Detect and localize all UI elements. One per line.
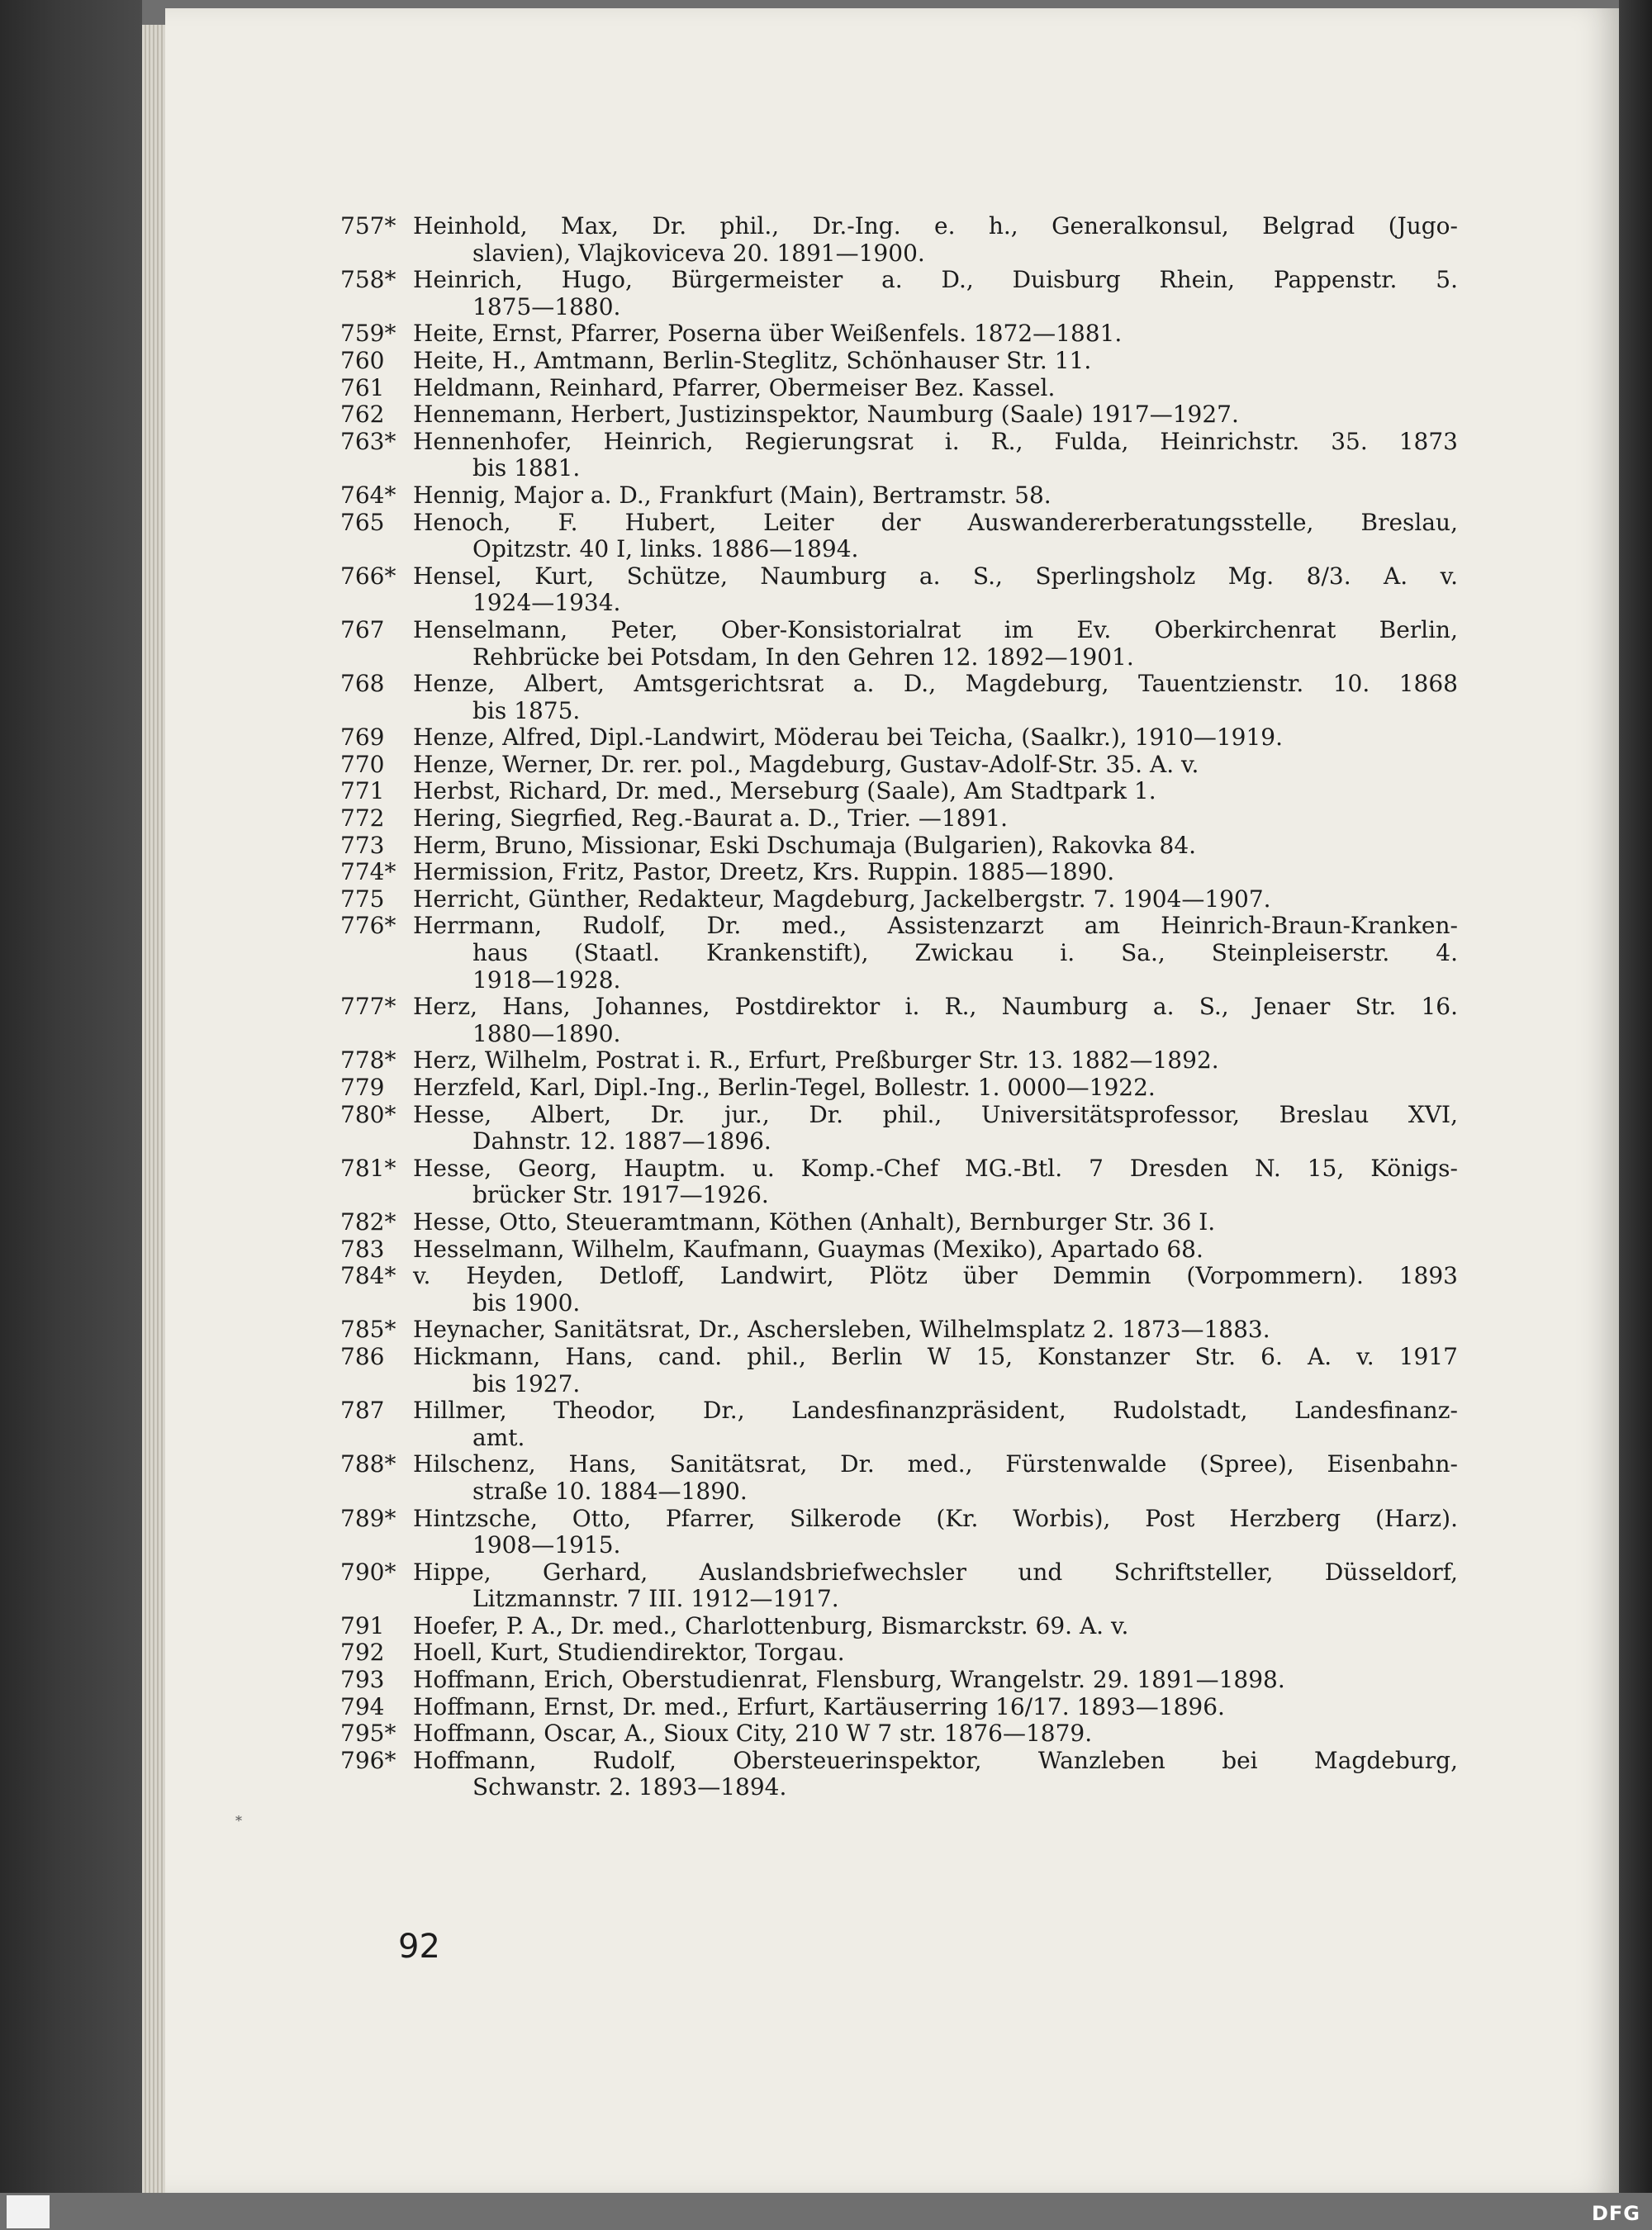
entry-text: Hesse, Albert, Dr. jur., Dr. phil., Universitätsprofessor, Breslau XVI, bbox=[413, 1100, 1458, 1128]
register-entry bbox=[340, 912, 1458, 994]
register-entry bbox=[340, 1262, 1458, 1317]
register-entry bbox=[340, 1100, 1458, 1155]
register-entries bbox=[340, 212, 1458, 1801]
register-entry bbox=[340, 1558, 1458, 1613]
register-entry bbox=[340, 562, 1458, 617]
entry-first-line bbox=[340, 1074, 1458, 1102]
entry-continuation-line: Opitzstr. 40 I, links. 1886—1894. bbox=[472, 535, 859, 563]
entry-first-line bbox=[340, 912, 1458, 940]
entry-first-line bbox=[340, 1558, 1458, 1587]
entry-text: Hoffmann, Rudolf, Obersteuerinspektor, Wanzleben bei Magdeburg, bbox=[413, 1746, 1458, 1774]
entry-number: 775 bbox=[340, 885, 385, 913]
entry-first-line bbox=[340, 724, 1458, 752]
entry-continuation-line: bis 1881. bbox=[472, 454, 581, 482]
library-logo bbox=[7, 2195, 50, 2228]
entry-text: Herzfeld, Karl, Dipl.-Ing., Berlin-Tegel, Bollestr. 1. 0000—1922. bbox=[413, 1074, 1156, 1101]
entry-first-line bbox=[340, 1100, 1458, 1129]
entry-continuation-line: 1880—1890. bbox=[472, 1019, 621, 1047]
entry-first-line bbox=[340, 508, 1458, 537]
entry-first-line bbox=[340, 1316, 1458, 1344]
register-entry bbox=[340, 724, 1458, 752]
entry-text: Heinrich, Hugo, Bürgermeister a. D., Duisburg Rhein, Pappenstr. 5. bbox=[413, 266, 1458, 294]
entry-number: 777* bbox=[340, 993, 396, 1021]
entry-first-line bbox=[340, 777, 1458, 805]
entry-text: Hintzsche, Otto, Pfarrer, Silkerode (Kr. Worbis), Post Herzberg (Harz). bbox=[413, 1504, 1458, 1532]
page-number: 92 bbox=[398, 1928, 440, 1966]
entry-first-line bbox=[340, 320, 1458, 348]
entry-number: 792 bbox=[340, 1639, 385, 1667]
register-entry bbox=[340, 1235, 1458, 1264]
entry-text: Herz, Hans, Johannes, Postdirektor i. R., Naumburg a. S., Jenaer Str. 16. bbox=[413, 993, 1458, 1021]
register-entry bbox=[340, 266, 1458, 320]
entry-first-line bbox=[340, 1235, 1458, 1264]
entry-first-line bbox=[340, 1262, 1458, 1290]
register-entry bbox=[340, 1208, 1458, 1236]
entry-continuation-line: brücker Str. 1917—1926. bbox=[472, 1181, 769, 1209]
entry-first-line bbox=[340, 1720, 1458, 1748]
entry-number: 772 bbox=[340, 804, 385, 833]
entry-first-line bbox=[340, 804, 1458, 833]
entry-text: Hickmann, Hans, cand. phil., Berlin W 15, Konstanzer Str. 6. A. v. 1917 bbox=[413, 1342, 1458, 1370]
entry-first-line bbox=[340, 1046, 1458, 1075]
entry-text: Hensel, Kurt, Schütze, Naumburg a. S., Sperlingsholz Mg. 8/3. A. v. bbox=[413, 562, 1458, 590]
entry-number: 770 bbox=[340, 750, 385, 778]
entry-first-line bbox=[340, 427, 1458, 456]
entry-first-line bbox=[340, 562, 1458, 591]
entry-number: 757* bbox=[340, 212, 396, 240]
entry-text: Henze, Alfred, Dipl.-Landwirt, Möderau bei Teicha, (Saalkr.), 1910—1919. bbox=[413, 724, 1283, 752]
entry-first-line bbox=[340, 346, 1458, 375]
entry-number: 761 bbox=[340, 373, 385, 401]
register-entry bbox=[340, 1316, 1458, 1344]
entry-continuation-line: straße 10. 1884—1890. bbox=[472, 1477, 748, 1505]
entry-first-line bbox=[340, 1208, 1458, 1236]
register-entry bbox=[340, 212, 1458, 267]
entry-number: 788* bbox=[340, 1450, 396, 1478]
entry-number: 785* bbox=[340, 1316, 396, 1344]
entry-number: 758* bbox=[340, 266, 396, 294]
entry-continuation-line: Dahnstr. 12. 1887—1896. bbox=[472, 1127, 771, 1155]
register-entry bbox=[340, 831, 1458, 860]
entry-number: 764* bbox=[340, 481, 396, 509]
entry-number: 765 bbox=[340, 508, 385, 536]
entry-number: 759* bbox=[340, 320, 396, 348]
entry-continuation-line: slavien), Vlajkoviceva 20. 1891—1900. bbox=[472, 239, 925, 267]
entry-text: Hoffmann, Ernst, Dr. med., Erfurt, Kartäuserring 16/17. 1893—1896. bbox=[413, 1692, 1225, 1720]
register-entry bbox=[340, 1046, 1458, 1075]
entry-first-line bbox=[340, 373, 1458, 402]
entry-text: Hennenhofer, Heinrich, Regierungsrat i. R., Fulda, Heinrichstr. 35. 1873 bbox=[413, 427, 1458, 455]
register-entry bbox=[340, 1666, 1458, 1694]
entry-text: Herricht, Günther, Redakteur, Magdeburg, Jackelbergstr. 7. 1904—1907. bbox=[413, 885, 1271, 913]
entry-number: 795* bbox=[340, 1720, 396, 1748]
entry-number: 767 bbox=[340, 615, 385, 643]
entry-first-line bbox=[340, 993, 1458, 1021]
entry-number: 763* bbox=[340, 427, 396, 455]
register-entry bbox=[340, 804, 1458, 833]
entry-text: Heinhold, Max, Dr. phil., Dr.-Ing. e. h., Generalkonsul, Belgrad (Jugo- bbox=[413, 212, 1458, 240]
entry-text: v. Heyden, Detloff, Landwirt, Plötz über Demmin (Vorpommern). 1893 bbox=[413, 1262, 1458, 1290]
entry-continuation-line: amt. bbox=[472, 1423, 525, 1451]
entry-continuation-line: bis 1927. bbox=[472, 1369, 581, 1397]
entry-number: 778* bbox=[340, 1046, 396, 1075]
entry-number: 790* bbox=[340, 1558, 396, 1586]
entry-text: Henze, Werner, Dr. rer. pol., Magdeburg, Gustav-Adolf-Str. 35. A. v. bbox=[413, 750, 1199, 778]
register-entry bbox=[340, 993, 1458, 1047]
register-entry bbox=[340, 670, 1458, 724]
register-entry bbox=[340, 1450, 1458, 1505]
entry-number: 786 bbox=[340, 1342, 385, 1370]
register-entry bbox=[340, 427, 1458, 482]
entry-number: 762 bbox=[340, 401, 385, 429]
entry-continuation-line: 1908—1915. bbox=[472, 1531, 621, 1559]
register-entry bbox=[340, 481, 1458, 510]
entry-text: Hennig, Major a. D., Frankfurt (Main), Bertramstr. 58. bbox=[413, 481, 1051, 509]
entry-first-line bbox=[340, 858, 1458, 886]
register-entry bbox=[340, 346, 1458, 375]
entry-text: Herrmann, Rudolf, Dr. med., Assistenzarzt am Heinrich-Braun-Kranken- bbox=[413, 912, 1458, 940]
entry-text: Hesse, Otto, Steueramtmann, Köthen (Anhalt), Bernburger Str. 36 I. bbox=[413, 1208, 1216, 1236]
register-entry bbox=[340, 1692, 1458, 1721]
entry-first-line bbox=[340, 1154, 1458, 1183]
entry-text: Herz, Wilhelm, Postrat i. R., Erfurt, Preßburger Str. 13. 1882—1892. bbox=[413, 1046, 1219, 1075]
entry-continuation-line: Schwanstr. 2. 1893—1894. bbox=[472, 1773, 787, 1801]
entry-continuation-line: 1918—1928. bbox=[472, 966, 621, 994]
entry-first-line bbox=[340, 885, 1458, 913]
entry-first-line bbox=[340, 1666, 1458, 1694]
entry-first-line bbox=[340, 1342, 1458, 1371]
register-entry bbox=[340, 1611, 1458, 1640]
register-entry bbox=[340, 777, 1458, 805]
register-entry bbox=[340, 885, 1458, 913]
entry-text: Hoffmann, Oscar, A., Sioux City, 210 W 7 str. 1876—1879. bbox=[413, 1720, 1093, 1748]
entry-number: 774* bbox=[340, 858, 396, 886]
entry-text: Hennemann, Herbert, Justizinspektor, Naumburg (Saale) 1917—1927. bbox=[413, 401, 1239, 429]
entry-first-line bbox=[340, 266, 1458, 294]
entry-text: Hering, Siegrfied, Reg.-Baurat a. D., Trier. —1891. bbox=[413, 804, 1009, 833]
entry-text: Henselmann, Peter, Ober-Konsistorialrat im Ev. Oberkirchenrat Berlin, bbox=[413, 615, 1458, 643]
entry-text: Herm, Bruno, Missionar, Eski Dschumaja (Bulgarien), Rakovka 84. bbox=[413, 831, 1197, 859]
entry-number: 783 bbox=[340, 1235, 385, 1263]
dfg-logo: DFG bbox=[1591, 2202, 1640, 2225]
entry-continuation-line: haus (Staatl. Krankenstift), Zwickau i. Sa., Steinpleiserstr. 4. bbox=[472, 939, 1458, 967]
register-entry bbox=[340, 750, 1458, 779]
register-entry bbox=[340, 1746, 1458, 1801]
entry-number: 779 bbox=[340, 1074, 385, 1101]
entry-text: Hesselmann, Wilhelm, Kaufmann, Guaymas (Mexiko), Apartado 68. bbox=[413, 1235, 1203, 1263]
entry-text: Henoch, F. Hubert, Leiter der Auswandererberatungsstelle, Breslau, bbox=[413, 508, 1458, 536]
entry-continuation-line: Litzmannstr. 7 III. 1912—1917. bbox=[472, 1585, 839, 1613]
entry-first-line bbox=[340, 1504, 1458, 1533]
entry-text: Hilschenz, Hans, Sanitätsrat, Dr. med., Fürstenwalde (Spree), Eisenbahn- bbox=[413, 1450, 1458, 1478]
register-entry bbox=[340, 858, 1458, 886]
entry-text: Heynacher, Sanitätsrat, Dr., Aschersleben, Wilhelmsplatz 2. 1873—1883. bbox=[413, 1316, 1270, 1344]
entry-number: 794 bbox=[340, 1692, 385, 1720]
entry-first-line bbox=[340, 831, 1458, 860]
entry-number: 769 bbox=[340, 724, 385, 752]
entry-number: 782* bbox=[340, 1208, 396, 1236]
entry-number: 776* bbox=[340, 912, 396, 940]
entry-text: Hoefer, P. A., Dr. med., Charlottenburg, Bismarckstr. 69. A. v. bbox=[413, 1611, 1129, 1639]
entry-number: 784* bbox=[340, 1262, 396, 1290]
entry-text: Hippe, Gerhard, Auslandsbriefwechsler und Schriftsteller, Düsseldorf, bbox=[413, 1558, 1458, 1586]
entry-number: 793 bbox=[340, 1666, 385, 1694]
register-entry bbox=[340, 401, 1458, 429]
entry-number: 781* bbox=[340, 1154, 396, 1182]
entry-first-line bbox=[340, 481, 1458, 510]
register-entry bbox=[340, 1504, 1458, 1559]
entry-number: 789* bbox=[340, 1504, 396, 1532]
entry-continuation-line: Rehbrücke bei Potsdam, In den Gehren 12. 1892—1901. bbox=[472, 643, 1134, 671]
entry-number: 771 bbox=[340, 777, 385, 805]
entry-first-line bbox=[340, 750, 1458, 779]
entry-continuation-line: 1924—1934. bbox=[472, 589, 621, 617]
entry-first-line bbox=[340, 1692, 1458, 1721]
entry-number: 787 bbox=[340, 1397, 385, 1425]
register-entry bbox=[340, 320, 1458, 348]
entry-text: Hoell, Kurt, Studiendirektor, Torgau. bbox=[413, 1639, 845, 1667]
entry-text: Hillmer, Theodor, Dr., Landesfinanzpräsident, Rudolstadt, Landesfinanz- bbox=[413, 1397, 1458, 1425]
entry-first-line bbox=[340, 1450, 1458, 1478]
page-edges bbox=[142, 25, 167, 2193]
register-entry bbox=[340, 1154, 1458, 1209]
entry-first-line bbox=[340, 401, 1458, 429]
register-entry bbox=[340, 1720, 1458, 1748]
entry-number: 766* bbox=[340, 562, 396, 590]
entry-text: Henze, Albert, Amtsgerichtsrat a. D., Magdeburg, Tauentzienstr. 10. 1868 bbox=[413, 670, 1458, 698]
entry-text: Hoffmann, Erich, Oberstudienrat, Flensburg, Wrangelstr. 29. 1891—1898. bbox=[413, 1666, 1285, 1694]
entry-first-line bbox=[340, 1746, 1458, 1775]
entry-number: 780* bbox=[340, 1100, 396, 1128]
entry-number: 773 bbox=[340, 831, 385, 859]
entry-first-line bbox=[340, 212, 1458, 240]
entry-text: Heite, Ernst, Pfarrer, Poserna über Weißenfels. 1872—1881. bbox=[413, 320, 1123, 348]
entry-continuation-line: bis 1900. bbox=[472, 1288, 581, 1317]
right-page-edge bbox=[1619, 0, 1652, 2193]
entry-first-line bbox=[340, 1639, 1458, 1667]
entry-first-line bbox=[340, 670, 1458, 698]
entry-number: 796* bbox=[340, 1746, 396, 1774]
register-entry bbox=[340, 1639, 1458, 1667]
entry-first-line bbox=[340, 615, 1458, 644]
register-entry bbox=[340, 508, 1458, 563]
entry-first-line bbox=[340, 1611, 1458, 1640]
entry-continuation-line: bis 1875. bbox=[472, 696, 581, 724]
entry-continuation-line: 1875—1880. bbox=[472, 292, 621, 320]
register-entry bbox=[340, 1397, 1458, 1451]
entry-text: Heite, H., Amtmann, Berlin-Steglitz, Schönhauser Str. 11. bbox=[413, 346, 1092, 374]
register-entry bbox=[340, 615, 1458, 671]
register-entry bbox=[340, 373, 1458, 402]
viewer-footer bbox=[0, 2193, 1652, 2230]
entry-text: Herbst, Richard, Dr. med., Merseburg (Saale), Am Stadtpark 1. bbox=[413, 777, 1156, 805]
entry-first-line bbox=[340, 1397, 1458, 1425]
register-entry bbox=[340, 1074, 1458, 1102]
book-binding bbox=[0, 0, 142, 2193]
entry-text: Heldmann, Reinhard, Pfarrer, Obermeiser Bez. Kassel. bbox=[413, 373, 1056, 401]
entry-number: 768 bbox=[340, 670, 385, 698]
entry-text: Hesse, Georg, Hauptm. u. Komp.-Chef MG.-Btl. 7 Dresden N. 15, Königs- bbox=[413, 1154, 1458, 1182]
stray-mark: * bbox=[235, 1813, 242, 1829]
register-entry bbox=[340, 1342, 1458, 1397]
entry-text: Hermission, Fritz, Pastor, Dreetz, Krs. Ruppin. 1885—1890. bbox=[413, 858, 1115, 886]
entry-number: 791 bbox=[340, 1611, 385, 1639]
entry-number: 760 bbox=[340, 346, 385, 374]
